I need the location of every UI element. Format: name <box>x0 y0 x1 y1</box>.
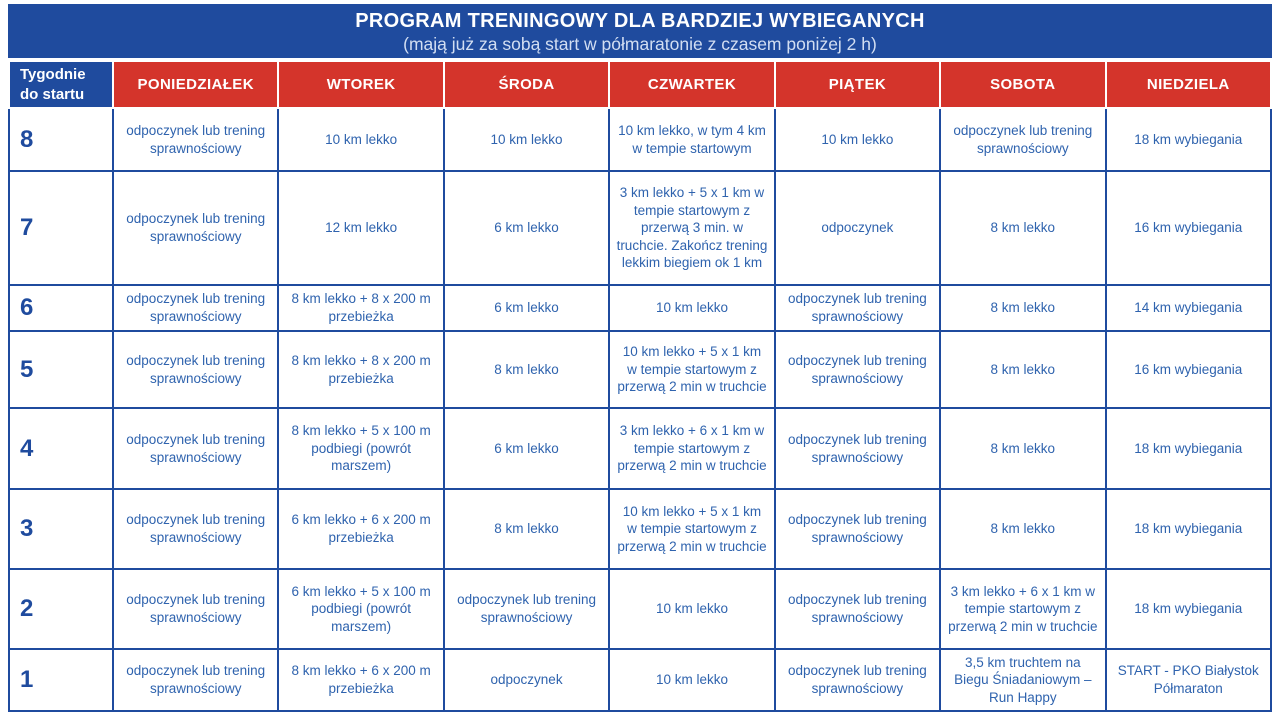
training-cell-sunday: 14 km wybiegania <box>1106 285 1271 331</box>
table-row <box>9 649 1271 711</box>
col-header-weeks: Tygodnie do startu <box>9 61 113 108</box>
week-number-cell: 6 <box>9 285 113 331</box>
week-number-cell: 1 <box>9 649 113 711</box>
training-cell-tuesday: 10 km lekko <box>278 108 443 171</box>
col-header-friday: PIĄTEK <box>775 61 940 108</box>
week-number-cell: 2 <box>9 569 113 649</box>
table-row <box>9 569 1271 649</box>
training-cell-saturday: 8 km lekko <box>940 331 1105 408</box>
training-cell-tuesday: 8 km lekko + 6 x 200 m przebieżka <box>278 649 443 711</box>
col-header-thursday: CZWARTEK <box>609 61 774 108</box>
training-cell-friday: odpoczynek lub trening sprawnościowy <box>775 649 940 711</box>
program-title: PROGRAM TRENINGOWY DLA BARDZIEJ WYBIEGANYCH <box>355 10 925 32</box>
training-cell-friday: odpoczynek <box>775 171 940 285</box>
training-cell-tuesday: 8 km lekko + 8 x 200 m przebieżka <box>278 331 443 408</box>
training-cell-sunday: START - PKO Białystok Półmaraton <box>1106 649 1271 711</box>
training-cell-friday: odpoczynek lub trening sprawnościowy <box>775 489 940 569</box>
table-row <box>9 331 1271 408</box>
training-cell-friday: odpoczynek lub trening sprawnościowy <box>775 331 940 408</box>
training-cell-thursday: 10 km lekko <box>609 285 774 331</box>
training-cell-tuesday: 6 km lekko + 5 x 100 m podbiegi (powrót marszem) <box>278 569 443 649</box>
training-cell-saturday: odpoczynek lub trening sprawnościowy <box>940 108 1105 171</box>
week-number-cell: 7 <box>9 171 113 285</box>
training-cell-monday: odpoczynek lub trening sprawnościowy <box>113 108 278 171</box>
training-cell-thursday: 10 km lekko <box>609 649 774 711</box>
training-cell-wednesday: odpoczynek <box>444 649 609 711</box>
training-cell-thursday: 10 km lekko <box>609 569 774 649</box>
table-row <box>9 408 1271 489</box>
training-cell-thursday: 10 km lekko + 5 x 1 km w tempie startowym z przerwą 2 min w truchcie <box>609 331 774 408</box>
training-cell-monday: odpoczynek lub trening sprawnościowy <box>113 649 278 711</box>
training-cell-thursday: 3 km lekko + 6 x 1 km w tempie startowym z przerwą 2 min w truchcie <box>609 408 774 489</box>
training-cell-tuesday: 12 km lekko <box>278 171 443 285</box>
training-cell-sunday: 18 km wybiegania <box>1106 489 1271 569</box>
week-number-cell: 3 <box>9 489 113 569</box>
training-cell-wednesday: 8 km lekko <box>444 489 609 569</box>
table-row <box>9 489 1271 569</box>
header-row <box>9 61 1271 108</box>
title-bar <box>8 4 1272 58</box>
training-cell-saturday: 8 km lekko <box>940 171 1105 285</box>
training-cell-thursday: 10 km lekko + 5 x 1 km w tempie startowym z przerwą 2 min w truchcie <box>609 489 774 569</box>
training-cell-friday: odpoczynek lub trening sprawnościowy <box>775 285 940 331</box>
training-cell-wednesday: 10 km lekko <box>444 108 609 171</box>
training-cell-monday: odpoczynek lub trening sprawnościowy <box>113 408 278 489</box>
col-header-wednesday: ŚRODA <box>444 61 609 108</box>
training-cell-sunday: 18 km wybiegania <box>1106 569 1271 649</box>
training-cell-sunday: 18 km wybiegania <box>1106 408 1271 489</box>
table-row <box>9 171 1271 285</box>
week-number-cell: 4 <box>9 408 113 489</box>
training-cell-tuesday: 6 km lekko + 6 x 200 m przebieżka <box>278 489 443 569</box>
week-number-cell: 5 <box>9 331 113 408</box>
training-cell-monday: odpoczynek lub trening sprawnościowy <box>113 285 278 331</box>
week-number-cell: 8 <box>9 108 113 171</box>
training-cell-wednesday: 8 km lekko <box>444 331 609 408</box>
training-cell-saturday: 3,5 km truchtem na Biegu Śniadaniowym – Run Happy <box>940 649 1105 711</box>
training-cell-tuesday: 8 km lekko + 5 x 100 m podbiegi (powrót marszem) <box>278 408 443 489</box>
training-cell-sunday: 18 km wybiegania <box>1106 108 1271 171</box>
table-row <box>9 108 1271 171</box>
training-cell-monday: odpoczynek lub trening sprawnościowy <box>113 331 278 408</box>
training-cell-sunday: 16 km wybiegania <box>1106 331 1271 408</box>
training-cell-wednesday: 6 km lekko <box>444 171 609 285</box>
table-row <box>9 285 1271 331</box>
training-cell-wednesday: odpoczynek lub trening sprawnościowy <box>444 569 609 649</box>
training-cell-friday: 10 km lekko <box>775 108 940 171</box>
training-cell-monday: odpoczynek lub trening sprawnościowy <box>113 569 278 649</box>
training-cell-sunday: 16 km wybiegania <box>1106 171 1271 285</box>
training-cell-monday: odpoczynek lub trening sprawnościowy <box>113 171 278 285</box>
col-header-sunday: NIEDZIELA <box>1106 61 1271 108</box>
training-cell-saturday: 8 km lekko <box>940 489 1105 569</box>
training-cell-thursday: 3 km lekko + 5 x 1 km w tempie startowym z przerwą 3 min. w truchcie. Zakończ trening lekkim biegiem ok 1 km <box>609 171 774 285</box>
training-cell-monday: odpoczynek lub trening sprawnościowy <box>113 489 278 569</box>
training-cell-thursday: 10 km lekko, w tym 4 km w tempie startowym <box>609 108 774 171</box>
training-cell-wednesday: 6 km lekko <box>444 285 609 331</box>
training-cell-tuesday: 8 km lekko + 8 x 200 m przebieżka <box>278 285 443 331</box>
training-cell-saturday: 3 km lekko + 6 x 1 km w tempie startowym z przerwą 2 min w truchcie <box>940 569 1105 649</box>
training-cell-friday: odpoczynek lub trening sprawnościowy <box>775 408 940 489</box>
col-header-monday: PONIEDZIAŁEK <box>113 61 278 108</box>
training-cell-friday: odpoczynek lub trening sprawnościowy <box>775 569 940 649</box>
col-header-saturday: SOBOTA <box>940 61 1105 108</box>
program-subtitle: (mają już za sobą start w półmaratonie z czasem poniżej 2 h) <box>403 34 877 54</box>
training-table <box>8 60 1272 712</box>
training-cell-saturday: 8 km lekko <box>940 408 1105 489</box>
col-header-tuesday: WTOREK <box>278 61 443 108</box>
training-cell-saturday: 8 km lekko <box>940 285 1105 331</box>
training-program-poster <box>8 4 1272 712</box>
training-cell-wednesday: 6 km lekko <box>444 408 609 489</box>
